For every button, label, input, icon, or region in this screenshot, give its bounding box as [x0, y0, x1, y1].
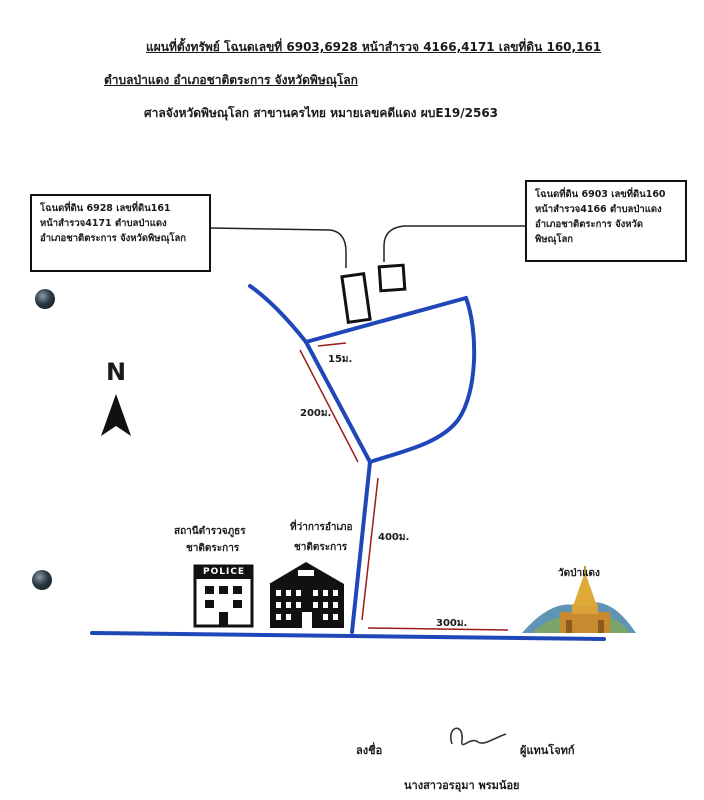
parcel-6903-line2: หน้าสำรวจ4166 ตำบลป่าแดง: [535, 204, 662, 215]
distance-label-400: 400ม.: [378, 532, 410, 543]
map-title: แผนที่ตั้งทรัพย์ โฉนดเลขที่ 6903,6928 หน้าสำรวจ 4166,4171 เลขที่ดิน 160,161: [146, 40, 602, 54]
parcel-6928-line2: หน้าสำรวจ4171 ตำบลป่าแดง: [40, 218, 167, 229]
parcel-6928-line1: โฉนดที่ดิน 6928 เลขที่ดิน161: [40, 203, 171, 214]
parcel-6928-info-box: [30, 194, 211, 272]
district-office-icon: [269, 562, 344, 628]
parcel-6903-shape: [379, 265, 405, 291]
police-sign: POLICE: [203, 567, 246, 577]
road-northwest: [250, 286, 306, 342]
road-north-loop: [306, 298, 474, 462]
signer-role: ผู้แทนโจทก์: [520, 744, 575, 757]
north-label: N: [106, 358, 127, 386]
parcel-6903-info-box: [525, 180, 687, 262]
left-parcel-leader: [210, 228, 346, 268]
parcel-6903-line3: อำเภอชาติตระการ จังหวัดพิษณุโลก: [535, 219, 644, 245]
right-parcel-leader: [384, 226, 528, 262]
distance-line-15: [318, 343, 346, 346]
signer-name: นางสาวอรอุมา พรมน้อย: [404, 779, 520, 792]
police-station-label-1: สถานีตำรวจภูธร: [174, 526, 246, 537]
parcel-6928-shape: [342, 274, 370, 323]
distance-label-15: 15ม.: [328, 354, 353, 365]
sign-label: ลงชื่อ: [356, 744, 383, 757]
punch-hole-bottom: [32, 570, 52, 590]
north-arrow-icon: [101, 394, 131, 436]
court-case-line: ศาลจังหวัดพิษณุโลก สาขานครไทย หมายเลขคดีแดง ผบE19/2563: [144, 106, 499, 120]
road-south-connector: [352, 462, 370, 632]
district-office-label-1: ที่ว่าการอำเภอ: [290, 522, 353, 533]
parcel-6928-line3: อำเภอชาติตระการ จังหวัดพิษณุโลก: [40, 233, 187, 244]
main-road: [92, 633, 604, 639]
distance-label-300: 300ม.: [436, 618, 468, 629]
parcel-6903-line1: โฉนดที่ดิน 6903 เลขที่ดิน160: [535, 189, 666, 200]
distance-label-200: 200ม.: [300, 408, 332, 419]
signature-scribble: [451, 728, 506, 744]
temple-label: วัดป่าแดง: [558, 568, 600, 579]
district-office-label-2: ชาติตระการ: [294, 542, 348, 553]
location-line: ตำบลป่าแดง อำเภอชาติตระการ จังหวัดพิษณุโลก: [104, 73, 358, 87]
punch-hole-top: [35, 289, 55, 309]
police-station-label-2: ชาติตระการ: [186, 543, 240, 554]
